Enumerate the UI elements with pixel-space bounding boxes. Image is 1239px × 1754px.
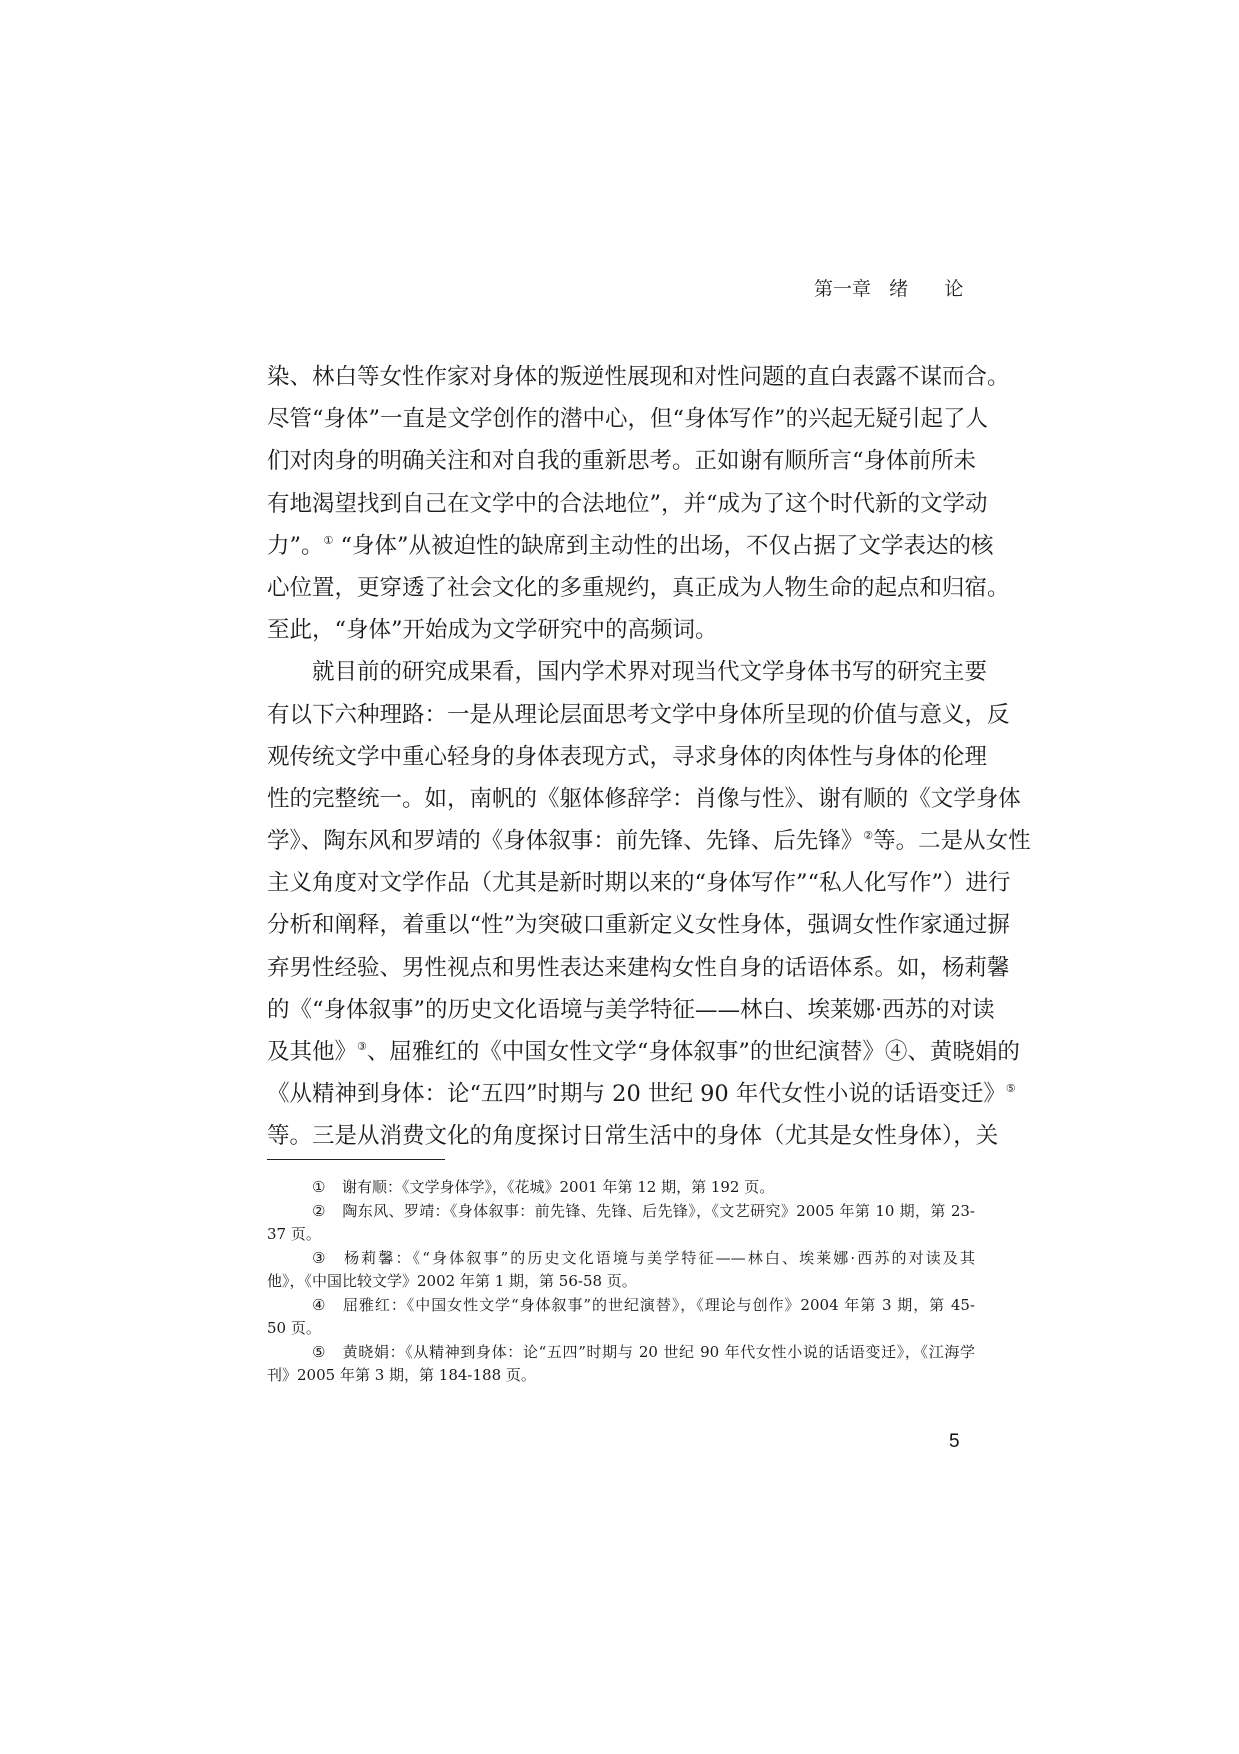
footnote-line <box>267 1200 975 1224</box>
body-line <box>267 1073 1016 1115</box>
footnote-4 <box>267 1294 975 1341</box>
footnote-line: 刊》2005 年第 3 期，第 184-188 页。 <box>267 1366 536 1384</box>
body-text <box>267 356 1031 1158</box>
line-text: 、屈雅红的《中国女性文学“身体叙事”的世纪演替》④、黄晓娟的 <box>366 1039 1020 1065</box>
footnote-line: 50 页。 <box>267 1319 321 1337</box>
line-text: 主义角度对文学作品（尤其是新时期以来的“身体写作”“私人化写作”）进行 <box>267 870 1011 897</box>
page-number: 5 <box>949 1431 960 1452</box>
line-text: 观传统文学中重心轻身的身体表现方式，寻求身体的肉体性与身体的伦理 <box>267 743 988 770</box>
line-text: 等。三是从消费文化的角度探讨日常生活中的身体（尤其是女性身体），关 <box>267 1123 999 1150</box>
body-line <box>267 356 1010 398</box>
footnote-text: 屈雅红：《中国女性文学“身体叙事”的世纪演替》，《理论与创作》2004 年第 3 期，第 45- <box>342 1295 975 1314</box>
footnote-2 <box>267 1200 975 1247</box>
line-text: 力”。 <box>267 532 324 559</box>
body-line <box>267 862 1011 904</box>
footnote-marker: ③ <box>312 1248 326 1267</box>
line-text: “身体”从被迫性的缺席到主动性的出场，不仅占据了文学表达的核 <box>333 532 994 559</box>
footnote-ref[interactable]: ② <box>863 829 874 843</box>
footnote-line <box>267 1176 975 1200</box>
footnote-text: 陶东风、罗靖：《身体叙事：前先锋、先锋、后先锋》，《文艺研究》2005 年第 10 期，第 23- <box>342 1201 975 1220</box>
body-line <box>267 651 988 693</box>
footnote-1 <box>267 1176 975 1200</box>
footnote-text: 谢有顺：《文学身体学》，《花城》2001 年第 12 期，第 192 页。 <box>342 1178 775 1196</box>
footnote-separator <box>267 1159 445 1160</box>
footnote-ref[interactable]: ③ <box>357 1040 367 1053</box>
body-line <box>267 609 975 651</box>
body-line <box>267 820 1031 862</box>
footnote-line <box>267 1294 975 1318</box>
line-text: 尽管“身体”一直是文学创作的潜中心，但“身体写作”的兴起无疑引起了人 <box>267 406 989 433</box>
footnote-text: 黄晓娟：《从精神到身体：论“五四”时期与 20 世纪 90 年代女性小说的话语变迁》，《江海学 <box>342 1342 975 1361</box>
line-text: 等。二是从女性 <box>873 828 1031 855</box>
footnote-text: 杨莉馨：《“身体叙事”的历史文化语境与美学特征——林白、埃莱娜·西苏的对读及其 <box>342 1248 975 1267</box>
footnote-marker: ② <box>312 1201 326 1220</box>
body-line <box>267 567 1010 609</box>
footnote-ref[interactable]: ⑤ <box>1005 1082 1016 1096</box>
body-line <box>267 525 994 567</box>
footnote-marker: ① <box>312 1178 326 1196</box>
footnote-line <box>267 1247 975 1271</box>
line-text: 性的完整统一。如，南帆的《躯体修辞学：肖像与性》、谢有顺的《文学身体 <box>267 785 1021 812</box>
body-line <box>267 1115 999 1157</box>
line-text: 染、林白等女性作家对身体的叛逆性展现和对性问题的直白表露不谋而合。 <box>267 364 1010 390</box>
line-text: 分析和阐释，着重以“性”为突破口重新定义女性身体，强调女性作家通过摒 <box>267 912 1011 939</box>
body-line <box>267 947 1010 989</box>
body-line <box>267 989 995 1031</box>
line-text: 至此，“身体”开始成为文学研究中的高频词。 <box>267 617 718 644</box>
body-line <box>267 694 1010 736</box>
line-text: 的《“身体叙事”的历史文化语境与美学特征——林白、埃莱娜·西苏的对读 <box>267 996 995 1023</box>
body-line <box>267 398 989 440</box>
line-text: 学》、陶东风和罗靖的《身体叙事：前先锋、先锋、后先锋》 <box>267 828 864 855</box>
line-text: 心位置，更穿透了社会文化的多重规约，真正成为人物生命的起点和归宿。 <box>267 574 1010 601</box>
footnote-line: 他》，《中国比较文学》2002 年第 1 期，第 56-58 页。 <box>267 1272 637 1290</box>
line-text: 就目前的研究成果看，国内学术界对现当代文学身体书写的研究主要 <box>312 659 988 686</box>
line-text: 《从精神到身体：论“五四”时期与 20 世纪 90 年代女性小说的话语变迁》 <box>267 1081 1006 1108</box>
body-line <box>267 904 1011 946</box>
footnote-line: 37 页。 <box>267 1225 321 1243</box>
line-text: 有以下六种理路：一是从理论层面思考文学中身体所呈现的价值与意义，反 <box>267 701 1010 728</box>
running-head: 第一章 绪 论 <box>814 278 964 300</box>
line-text: 及其他》 <box>267 1039 358 1065</box>
line-text: 有地渴望找到自己在文学中的合法地位”，并“成为了这个时代新的文学动 <box>267 490 988 517</box>
footnote-3 <box>267 1247 975 1294</box>
line-text: 弃男性经验、男性视点和男性表达来建构女性自身的话语体系。如，杨莉馨 <box>267 954 1010 981</box>
body-line <box>267 440 975 482</box>
body-line <box>267 1031 1020 1073</box>
body-line <box>267 483 988 525</box>
footnote-marker: ④ <box>312 1295 326 1314</box>
line-text: 们对肉身的明确关注和对自我的重新思考。正如谢有顺所言“身体前所未 <box>267 448 977 475</box>
body-line <box>267 736 988 778</box>
footnotes <box>267 1176 975 1388</box>
footnote-5 <box>267 1341 975 1388</box>
body-line <box>267 778 1021 820</box>
footnote-ref[interactable]: ① <box>323 533 334 547</box>
footnote-line <box>267 1341 975 1365</box>
footnote-marker: ⑤ <box>312 1342 326 1361</box>
